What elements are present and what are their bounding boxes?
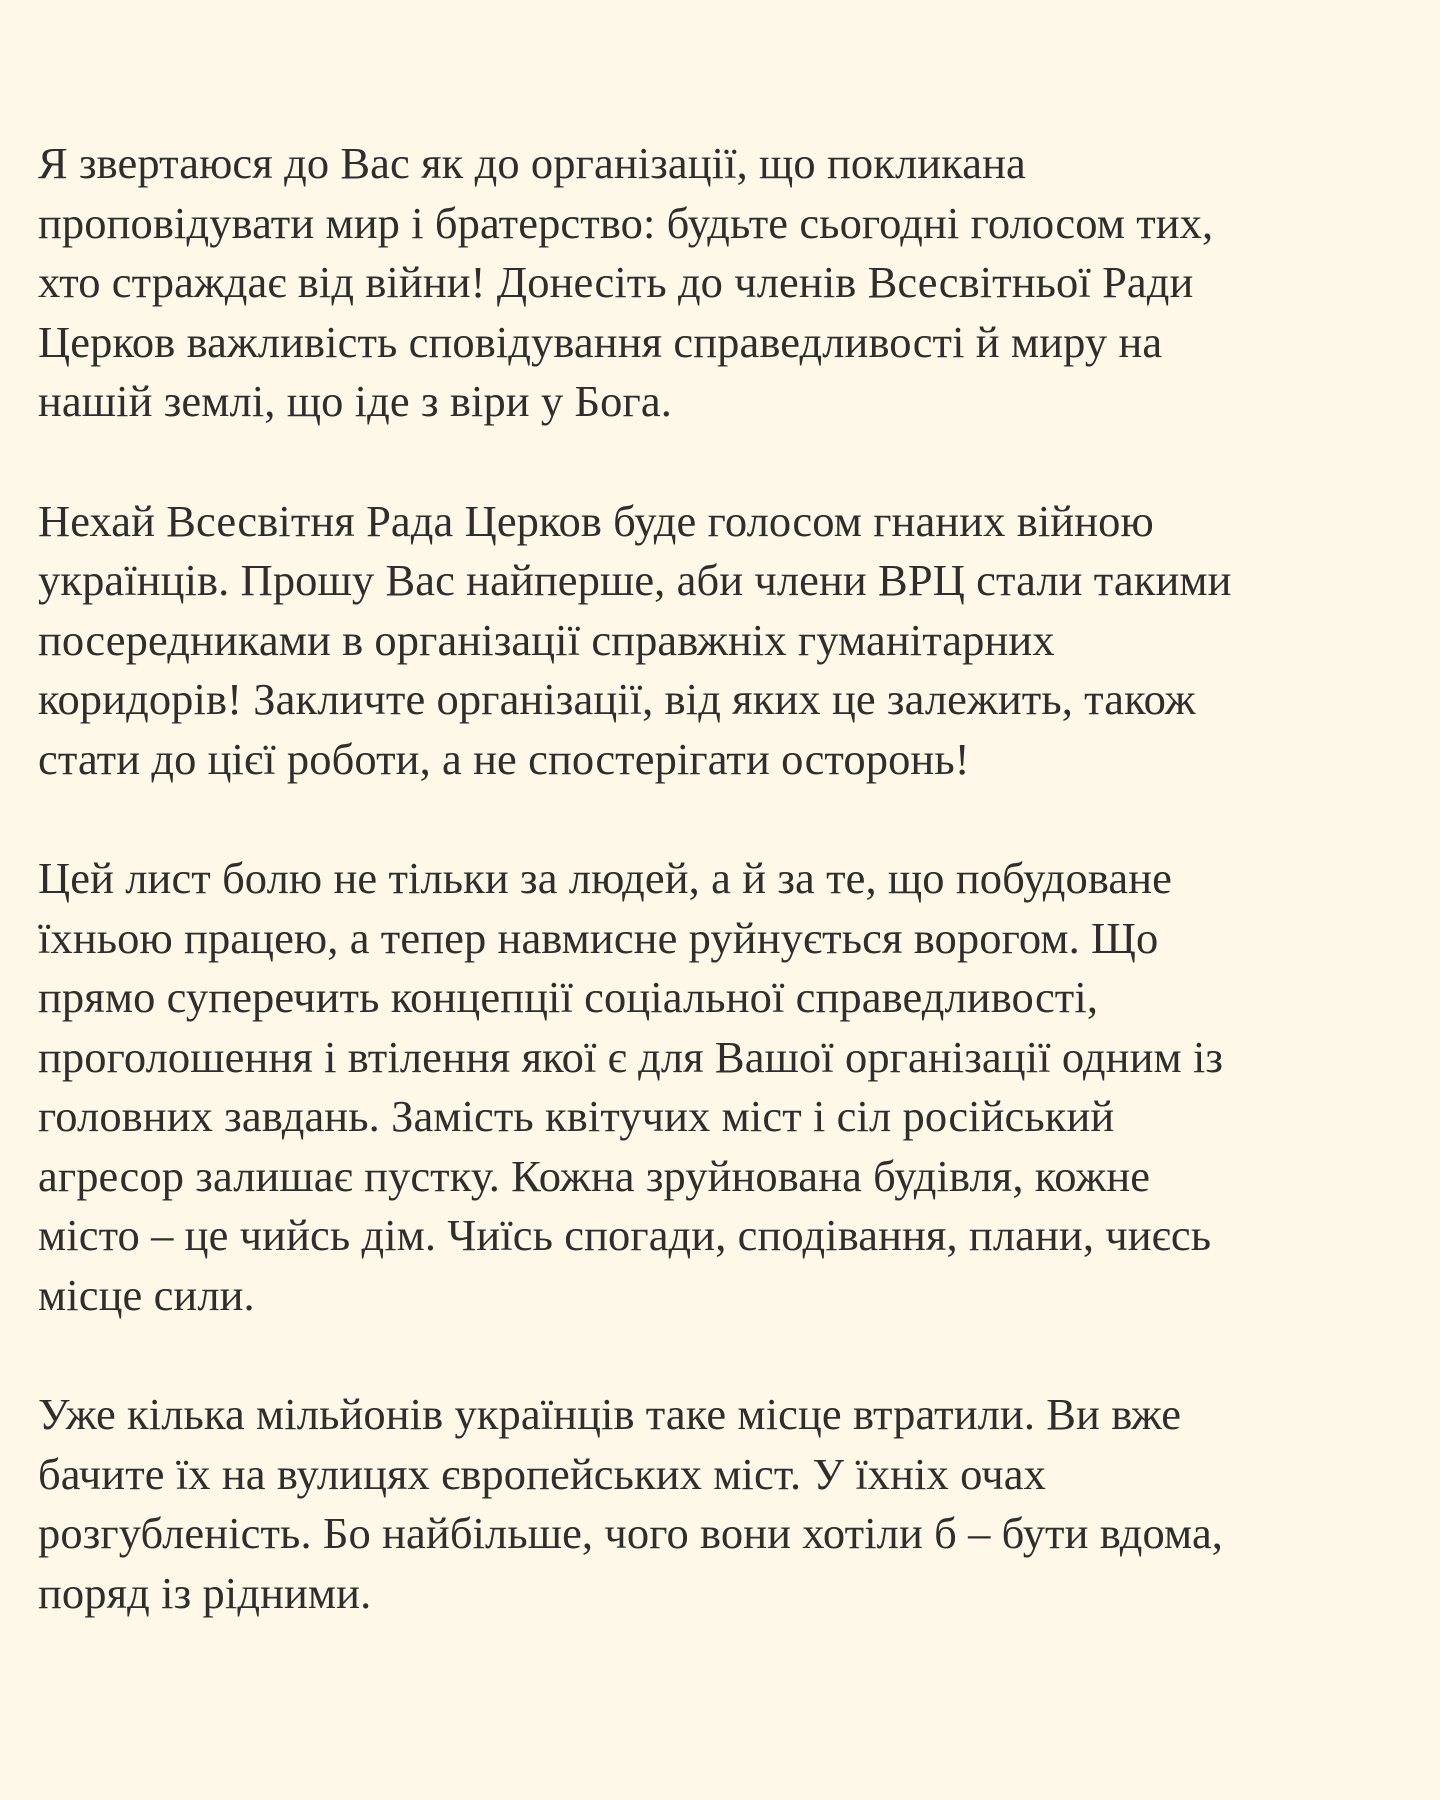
text-line: місто – це чийсь дім. Чиїсь спогади, сподівання, плани, чиєсь [38,1210,1212,1260]
text-line: коридорів! Закличте організації, від яких це залежить, також [38,674,1196,724]
paragraph-humanitarian-corridors [38,492,1400,790]
text-line: проповідувати мир і братерство: будьте сьогодні голосом тих, [38,197,1214,248]
text-line: місце сили. [38,1269,255,1320]
text-line: стати до цієї роботи, а не спостерігати осторонь! [38,733,970,784]
text-line: Церков важливість сповідування справедливості й миру на [38,316,1163,367]
text-line: розгубленість. Бо найбільше, чого вони хотіли б – бути вдома, [38,1508,1224,1558]
text-line: нашій землі, що іде з віри у Бога. [38,376,672,426]
text-line: посередниками в організації справжніх гуманітарних [38,614,1055,665]
text-line: прямо суперечить концепції соціальної справедливості, [38,972,1099,1022]
paragraph-refugees [38,1385,1400,1623]
paragraph-destruction [38,849,1400,1325]
text-line: бачите їх на вулицях європейських міст. У їхніх очах [38,1448,1046,1499]
text-line: їхньою працею, а тепер навмисне руйнується ворогом. Що [38,912,1159,963]
text-line: Нехай Всесвітня Рада Церков буде голосом гнаних війною [38,495,1154,546]
text-line: Я звертаюся до Вас як до організації, що покликана [38,138,1026,188]
text-line: головних завдань. Замість квітучих міст і сіл російський [38,1091,1115,1141]
text-line: проголошення і втілення якої є для Вашої організації одним із [38,1031,1224,1082]
text-line: українців. Прошу Вас найперше, аби члени ВРЦ стали такими [38,555,1232,605]
text-line: хто страждає від війни! Донесіть до членів Всесвітньої Ради [38,257,1194,307]
text-line: Цей лист болю не тільки за людей, а й за те, що побудоване [38,853,1172,903]
text-line: агресор залишає пустку. Кожна зруйнована будівля, кожне [38,1150,1151,1201]
paragraph-appeal [38,134,1400,432]
text-line: поряд із рідними. [38,1567,372,1618]
text-line: Уже кілька мільйонів українців таке місце втратили. Ви вже [38,1389,1182,1439]
